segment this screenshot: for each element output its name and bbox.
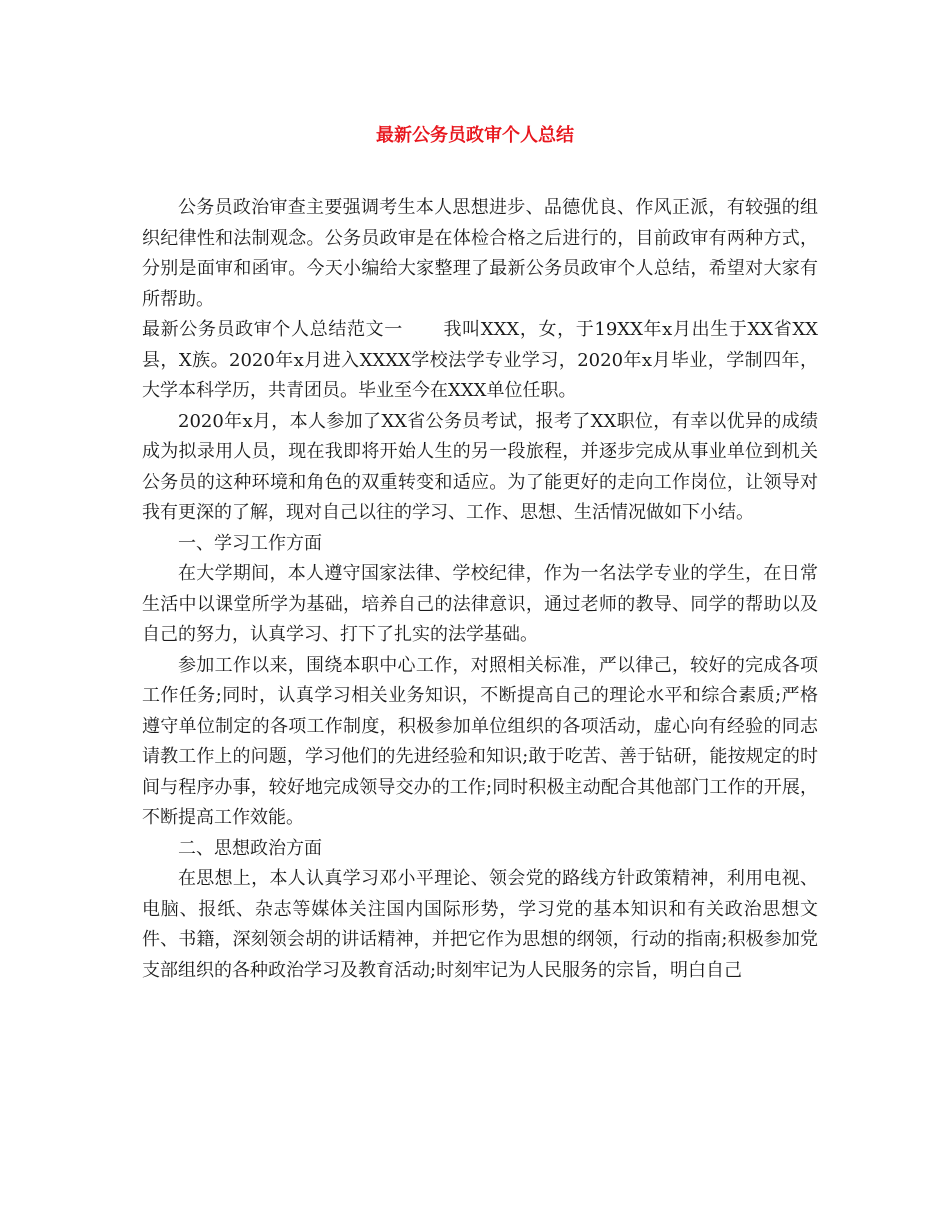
sample-heading: 最新公务员政审个人总结范文一 [142, 319, 403, 340]
sample-paragraph [142, 315, 818, 407]
section-heading-politics: 二、思想政治方面 [178, 837, 322, 859]
exam-paragraph: 2020年x月，本人参加了XX省公务员考试，报考了XX职位，有幸以优异的成绩成为拟录用人员，现在我即将开始人生的另一段旅程，并逐步完成从事业单位到机关公务员的这种环境和角色的双重转变和适应。为了能更好的走向工作岗位，让领导对我有更深的了解，现对自己以往的学习、工作、思想、生活情况做如下小结。 [142, 410, 818, 523]
study-paragraph: 在大学期间，本人遵守国家法律、学校纪律，作为一名法学专业的学生，在日常生活中以课堂所学为基础，培养自己的法律意识，通过老师的教导、同学的帮助以及自己的努力，认真学习、打下了扎实的法学基础。 [142, 563, 818, 645]
document-body [142, 193, 818, 986]
section-heading-study: 一、学习工作方面 [178, 532, 322, 554]
work-paragraph: 参加工作以来，围绕本职中心工作，对照相关标准，严以律己，较好的完成各项工作任务;同时，认真学习相关业务知识，不断提高自己的理论水平和综合素质;严格遵守单位制定的各项工作制度，积极参加单位组织的各项活动，虚心向有经验的同志请教工作上的问题，学习他们的先进经验和知识;敢于吃苦、善于钻研，能按规定的时间与程序办事，较好地完成领导交办的工作;同时积极主动配合其他部门工作的开展，不断提高工作效能。 [142, 654, 818, 828]
intro-paragraph: 公务员政治审查主要强调考生本人思想进步、品德优良、作风正派，有较强的组织纪律性和法制观念。公务员政审是在体检合格之后进行的，目前政审有两种方式，分别是面审和函审。今天小编给大家整理了最新公务员政审个人总结，希望对大家有所帮助。 [142, 197, 818, 310]
document-title: 最新公务员政审个人总结 [376, 125, 574, 146]
politics-paragraph: 在思想上，本人认真学习邓小平理论、领会党的路线方针政策精神，利用电视、电脑、报纸、杂志等媒体关注国内国际形势，学习党的基本知识和有关政治思想文件、书籍，深刻领会胡的讲话精神，并把它作为思想的纲领，行动的指南;积极参加党支部组织的各种政治学习及教育活动;时刻牢记为人民服务的宗旨，明白自己 [142, 868, 818, 981]
sample-intro-text: 我叫XXX，女，于19XX年x月出生于XX省XX县，X族。2020年x月进入XXXX学校法学专业学习，2020年x月毕业，学制四年，大学本科学历，共青团员。毕业至今在XXX单位任职。 [142, 319, 818, 401]
